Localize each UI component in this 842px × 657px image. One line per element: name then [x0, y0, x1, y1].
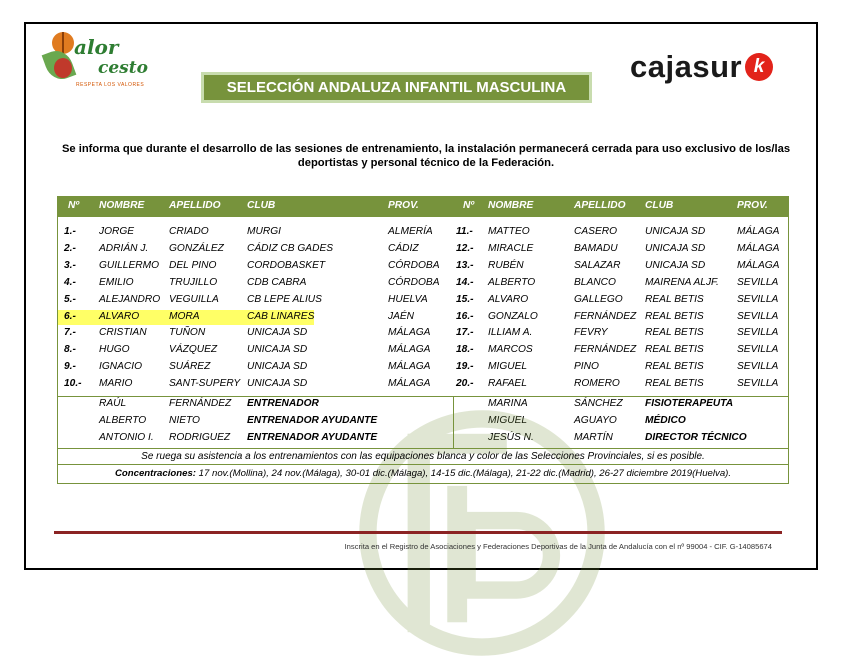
player-num: 3.-: [64, 259, 76, 271]
cajasur-wordmark: cajasur: [630, 49, 743, 84]
player-nombre: RAFAEL: [488, 378, 527, 390]
player-nombre: IGNACIO: [99, 361, 143, 373]
player-nombre: ADRIÁN J.: [99, 242, 149, 254]
player-prov: MÁLAGA: [737, 259, 780, 271]
player-apellido: CRIADO: [169, 226, 209, 237]
player-nombre: RUBÉN: [488, 259, 524, 271]
column-header: APELLIDO: [574, 200, 626, 211]
player-apellido: GONZÁLEZ: [169, 242, 224, 254]
player-nombre: MARCOS: [488, 344, 533, 356]
player-nombre: GONZALO: [488, 310, 538, 322]
player-apellido: TRUJILLO: [169, 276, 218, 288]
player-nombre: MARIO: [99, 378, 133, 390]
player-club: CDB CABRA: [247, 276, 307, 288]
player-apellido: DEL PINO: [169, 259, 217, 271]
footer-text: Inscrita en el Registro de Asociaciones y Federaciones Deportivas de la Junta de Andalucía con el nº 99004 - CIF. G-14085674: [344, 542, 772, 551]
column-header: CLUB: [645, 200, 674, 211]
player-nombre: GUILLERMO: [99, 259, 160, 271]
player-apellido: FERNÁNDEZ: [574, 344, 637, 356]
staff-rol: MÉDICO: [645, 414, 686, 426]
player-num: 14.-: [456, 276, 474, 288]
player-prov: SEVILLA: [737, 361, 779, 373]
player-club: UNICAJA SD: [247, 344, 308, 356]
player-club: REAL BETIS: [645, 310, 704, 322]
column-header: Nº: [68, 200, 80, 211]
player-club: UNICAJA SD: [247, 327, 308, 339]
player-nombre: MIRACLE: [488, 242, 534, 254]
staff-nombre: RAÚL: [99, 398, 127, 409]
player-nombre: ALVARO: [99, 310, 140, 322]
column-header: APELLIDO: [169, 200, 221, 211]
player-prov: SEVILLA: [737, 344, 779, 356]
staff-nombre: MARINA: [488, 398, 528, 409]
roster-table: [57, 196, 789, 484]
player-num: 13.-: [456, 259, 474, 271]
staff-apellido: SÁNCHEZ: [574, 398, 623, 409]
player-club: UNICAJA SD: [645, 226, 706, 237]
bottom-note: Se ruega su asistencia a los entrenamientos con las equipaciones blanca y color de las Selecciones Provinciales, si es posible.: [141, 451, 705, 462]
player-nombre: CRISTIAN: [99, 327, 147, 339]
player-num: 19.-: [456, 361, 474, 373]
player-num: 5.-: [64, 293, 76, 305]
player-club: REAL BETIS: [645, 293, 704, 305]
player-prov: MÁLAGA: [737, 226, 780, 237]
column-header: PROV.: [388, 200, 419, 211]
player-apellido: SUÁREZ: [169, 361, 211, 373]
player-num: 18.-: [456, 344, 474, 356]
cajasur-badge-icon: k: [745, 53, 773, 81]
apple-icon: [54, 58, 72, 78]
staff-nombre: ALBERTO: [99, 414, 147, 426]
player-club: UNICAJA SD: [645, 242, 706, 254]
staff-rol: FISIOTERAPEUTA: [645, 398, 734, 409]
concentraciones: [58, 465, 788, 483]
staff-nombre: JESÚS N.: [488, 431, 534, 443]
player-club: CAB LINARES: [247, 310, 315, 322]
player-apellido: SALAZAR: [574, 259, 621, 271]
staff-apellido: RODRIGUEZ: [169, 431, 231, 443]
concentraciones-dates: 17 nov.(Mollina), 24 nov.(Málaga), 30-01 dic.(Málaga), 14-15 dic.(Málaga), 21-22 dic.(Madrid), 26-27 diciembre 2019(Huelva).: [198, 468, 732, 479]
staff-rol: ENTRENADOR AYUDANTE: [247, 431, 378, 443]
player-apellido: SANT-SUPERY: [169, 378, 241, 390]
valorcesto-logo: [40, 30, 158, 92]
player-num: 6.-: [64, 310, 76, 322]
separator: [58, 396, 788, 397]
player-nombre: ALBERTO: [488, 276, 536, 288]
column-separator: [453, 396, 454, 448]
column-header: NOMBRE: [488, 200, 534, 211]
logo-tagline: RESPETA LOS VALORES: [76, 82, 145, 88]
player-nombre: HUGO: [99, 344, 130, 356]
player-prov: CÁDIZ: [388, 242, 419, 254]
player-num: 7.-: [64, 327, 76, 339]
player-club: UNICAJA SD: [645, 259, 706, 271]
player-club: REAL BETIS: [645, 344, 704, 356]
staff-apellido: AGUAYO: [574, 414, 617, 426]
staff-rol: ENTRENADOR AYUDANTE: [247, 414, 378, 426]
player-club: REAL BETIS: [645, 378, 704, 390]
player-prov: MÁLAGA: [388, 378, 431, 390]
player-prov: SEVILLA: [737, 310, 779, 322]
player-prov: CÓRDOBA: [388, 276, 440, 288]
player-club: CB LEPE ALIUS: [247, 293, 322, 305]
player-num: 4.-: [64, 276, 76, 288]
player-club: CORDOBASKET: [247, 259, 326, 271]
player-apellido: CASERO: [574, 226, 618, 237]
player-club: MAIRENA ALJF.: [645, 276, 719, 288]
player-apellido: BLANCO: [574, 276, 616, 288]
player-apellido: BAMADU: [574, 242, 618, 254]
player-club: MURGI: [247, 226, 281, 237]
player-prov: SEVILLA: [737, 276, 779, 288]
player-nombre: MATTEO: [488, 226, 530, 237]
column-header: CLUB: [247, 200, 276, 211]
player-apellido: FEVRY: [574, 327, 608, 339]
player-prov: SEVILLA: [737, 327, 779, 339]
player-club: CÁDIZ CB GADES: [247, 242, 334, 254]
player-num: 16.-: [456, 310, 474, 322]
notice-text: Se informa que durante el desarrollo de las sesiones de entrenamiento, la instalación permanecerá cerrada para uso exclusivo de los/las deportistas y personal técnico de la Federación.: [61, 143, 791, 169]
player-prov: SEVILLA: [737, 293, 779, 305]
staff-rol: DIRECTOR TÉCNICO: [645, 431, 747, 443]
player-num: 1.-: [64, 226, 76, 237]
staff-apellido: FERNÁNDEZ: [169, 398, 232, 409]
player-club: REAL BETIS: [645, 361, 704, 373]
player-apellido: PINO: [574, 361, 599, 373]
column-header: Nº: [463, 200, 475, 211]
cajasur-logo: [630, 50, 773, 84]
player-club: UNICAJA SD: [247, 378, 308, 390]
player-num: 8.-: [64, 344, 76, 356]
player-prov: CÓRDOBA: [388, 259, 440, 271]
logo-word-1: alor: [74, 35, 119, 59]
player-apellido: VEGUILLA: [169, 293, 219, 305]
player-num: 15.-: [456, 293, 474, 305]
footer-bar: [54, 531, 782, 534]
staff-nombre: MIGUEL: [488, 414, 528, 426]
player-nombre: MIGUEL: [488, 361, 528, 373]
player-num: 9.-: [64, 361, 76, 373]
player-nombre: JORGE: [99, 226, 135, 237]
player-club: REAL BETIS: [645, 327, 704, 339]
player-num: 10.-: [64, 378, 82, 390]
player-nombre: EMILIO: [99, 276, 134, 288]
column-header: NOMBRE: [99, 200, 145, 211]
player-apellido: GALLEGO: [574, 293, 623, 305]
player-apellido: VÁZQUEZ: [169, 344, 218, 356]
staff-apellido: MARTÍN: [574, 431, 613, 443]
player-prov: MÁLAGA: [737, 242, 780, 254]
player-prov: MÁLAGA: [388, 344, 431, 356]
player-prov: ALMERÍA: [388, 226, 433, 237]
player-prov: MÁLAGA: [388, 361, 431, 373]
player-num: 11.-: [456, 226, 473, 237]
player-num: 12.-: [456, 242, 474, 254]
player-num: 2.-: [64, 242, 76, 254]
staff-nombre: ANTONIO I.: [99, 431, 154, 443]
player-num: 20.-: [456, 378, 474, 390]
page-title: SELECCIÓN ANDALUZA INFANTIL MASCULINA: [201, 72, 592, 103]
player-num: 17.-: [456, 327, 474, 339]
player-apellido: ROMERO: [574, 378, 620, 390]
staff-apellido: NIETO: [169, 414, 200, 426]
logo-word-2: cesto: [98, 58, 148, 78]
staff-rol: ENTRENADOR: [247, 398, 319, 409]
player-apellido: FERNÁNDEZ: [574, 310, 637, 322]
column-header: PROV.: [737, 200, 768, 211]
table-header: [58, 197, 788, 217]
player-prov: HUELVA: [388, 293, 428, 305]
player-nombre: ALVARO: [488, 293, 529, 305]
concentraciones-label: Concentraciones:: [114, 468, 196, 479]
player-nombre: ILLIAM A.: [488, 327, 533, 339]
player-club: UNICAJA SD: [247, 361, 308, 373]
player-prov: MÁLAGA: [388, 327, 431, 339]
player-nombre: ALEJANDRO: [99, 293, 161, 305]
player-apellido: MORA: [169, 310, 200, 322]
player-apellido: TUÑON: [169, 327, 206, 339]
player-prov: SEVILLA: [737, 378, 779, 390]
player-prov: JAÉN: [388, 310, 415, 322]
